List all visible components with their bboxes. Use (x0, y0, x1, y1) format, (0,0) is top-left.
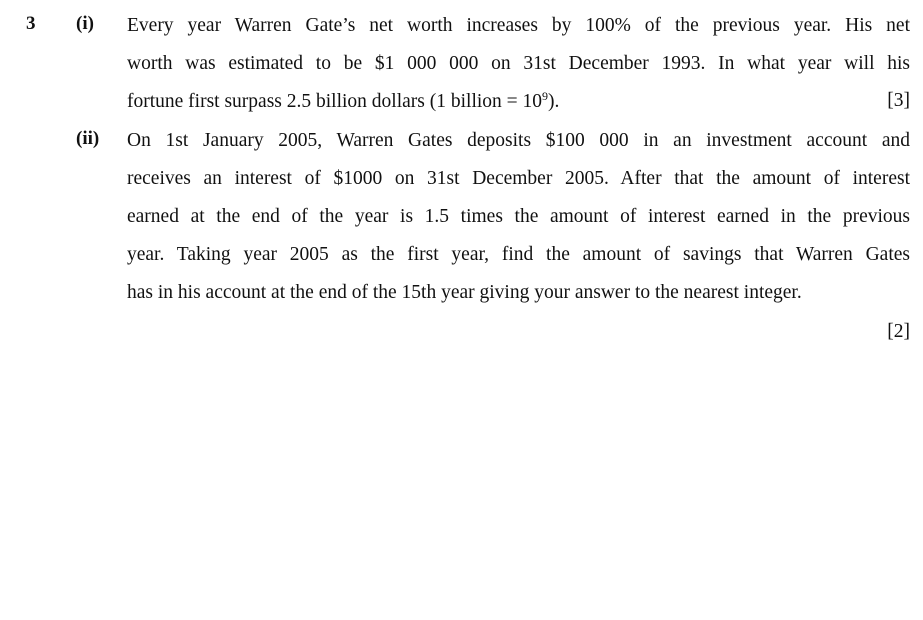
part-i-line-3-end: ). (548, 91, 560, 112)
question-number: 3 (26, 13, 36, 34)
part-ii-line-1: On 1st January 2005, Warren Gates deposits $100 000 in an investment account and (127, 130, 910, 151)
part-i-line-1: Every year Warren Gate’s net worth increases by 100% of the previous year. His net (127, 15, 910, 36)
part-ii-line-4: year. Taking year 2005 as the first year, find the amount of savings that Warren Gates (127, 244, 910, 265)
part-i-label: (i) (76, 13, 94, 34)
part-ii-line-2: receives an interest of $1000 on 31st December 2005. After that the amount of interest (127, 168, 910, 189)
part-ii-line-5: has in his account at the end of the 15th year giving your answer to the nearest integer. (127, 282, 802, 303)
part-i-line-2: worth was estimated to be $1 000 000 on 31st December 1993. In what year will his (127, 53, 910, 74)
part-i-marks: [3] (887, 90, 910, 111)
part-ii-label: (ii) (76, 128, 100, 149)
part-i-line-3-text: fortune first surpass 2.5 billion dollars (1 billion = 10 (127, 91, 543, 112)
exponent: 9 (542, 89, 549, 103)
part-i-line-3 (127, 90, 559, 114)
part-ii-marks: [2] (887, 321, 910, 342)
part-ii-line-3: earned at the end of the year is 1.5 times the amount of interest earned in the previous (127, 206, 910, 227)
